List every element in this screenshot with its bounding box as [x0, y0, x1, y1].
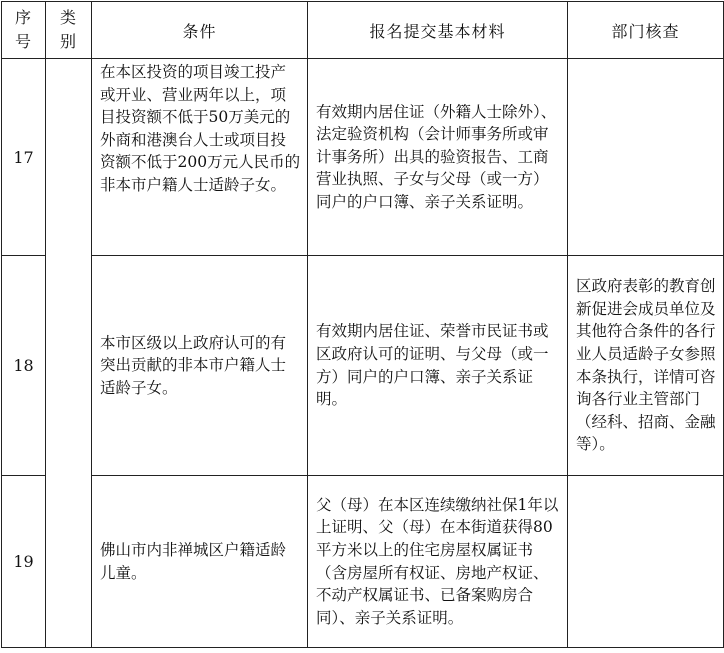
header-materials: 报名提交基本材料 — [308, 2, 568, 59]
row-condition: 在本区投资的项目竣工投产或开业、营业两年以上，项目投资额不低于50万美元的外商和港澳台人士或项目投资额不低于200万元人民币的非本市户籍人士适龄子女。 — [92, 59, 308, 256]
row-seq: 17 — [2, 59, 46, 256]
header-seq: 序 号 — [2, 2, 46, 59]
table-row — [2, 59, 724, 256]
row-dept-check: 区政府表彰的教育创新促进会成员单位及其他符合条件的各行业人员适龄子女参照本条执行，详情可咨询各行业主管部门（经科、招商、金融等）。 — [568, 256, 724, 476]
table-row — [2, 476, 724, 648]
row-category — [46, 59, 92, 648]
header-dept-check: 部门核查 — [568, 2, 724, 59]
row-materials: 父（母）在本区连续缴纳社保1年以上证明、父（母）在本街道获得80平方米以上的住宅房屋权属证书（含房屋所有权证、房地产权证、不动产权属证书、已备案购房合同）、亲子关系证明。 — [308, 476, 568, 648]
row-seq: 18 — [2, 256, 46, 476]
row-condition: 本市区级以上政府认可的有突出贡献的非本市户籍人士适龄子女。 — [92, 256, 308, 476]
row-condition: 佛山市内非禅城区户籍适龄儿童。 — [92, 476, 308, 648]
row-materials: 有效期内居住证、荣誉市民证书或区政府认可的证明、与父母（或一方）同户的户口簿、亲子关系证明。 — [308, 256, 568, 476]
row-dept-check — [568, 59, 724, 256]
table-row — [2, 256, 724, 476]
row-seq: 19 — [2, 476, 46, 648]
table-header-row — [2, 2, 724, 59]
header-category: 类 别 — [46, 2, 92, 59]
row-materials: 有效期内居住证（外籍人士除外）、法定验资机构（会计师事务所或审计事务所）出具的验资报告、工商营业执照、子女与父母（或一方）同户的户口簿、亲子关系证明。 — [308, 59, 568, 256]
header-condition: 条件 — [92, 2, 308, 59]
row-dept-check — [568, 476, 724, 648]
